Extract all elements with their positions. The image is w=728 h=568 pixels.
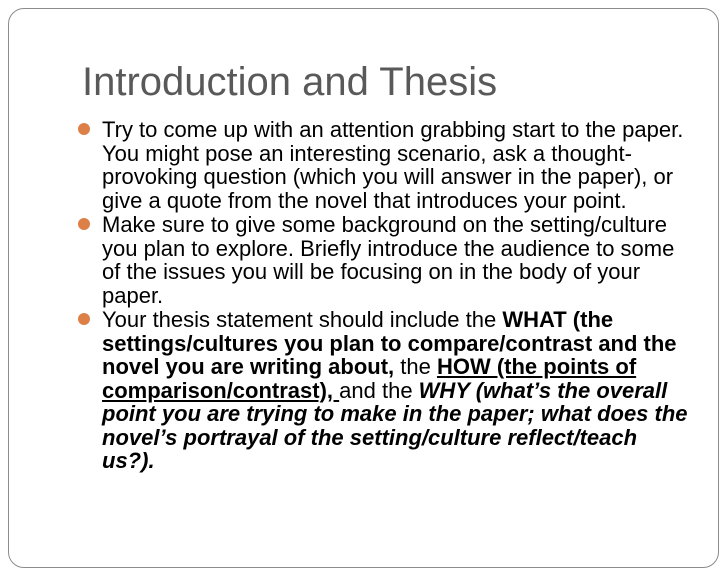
bullet-dot-icon (78, 218, 90, 230)
bullet-text: Try to come up with an attention grabbing start to the paper. You might pose an interesting scenario, ask a thought-provoking question (which you will answer in the paper), or give a quote from the novel that introduces your point. (102, 117, 684, 213)
thesis-why-text: WHY (what’s the overall point you are trying to make in the paper; what does the novel’s portrayal of the setting/culture reflect/teach us?). (102, 377, 688, 473)
bullet-item (78, 118, 688, 212)
thesis-intro-text: Your thesis statement should include the (102, 307, 503, 332)
thesis-what-text: WHAT (the settings/cultures you plan to compare/contrast and the novel you are writing about, (102, 307, 677, 379)
thesis-how-text: HOW (the points of comparison/contrast), (102, 354, 637, 403)
bullet-list (78, 118, 688, 474)
bullet-item (78, 213, 688, 307)
bullet-text-thesis (102, 308, 688, 473)
bullet-text: Make sure to give some background on the setting/culture you plan to explore. Briefly introduce the audience to some of the issues you will be focusing on in the body of your paper. (102, 212, 675, 308)
thesis-and-text: and the (339, 377, 419, 403)
bullet-dot-icon (78, 313, 90, 325)
slide-title: Introduction and Thesis (82, 60, 498, 104)
bullet-dot-icon (78, 123, 90, 135)
thesis-connector-text: the (394, 354, 437, 379)
bullet-item (78, 308, 688, 473)
